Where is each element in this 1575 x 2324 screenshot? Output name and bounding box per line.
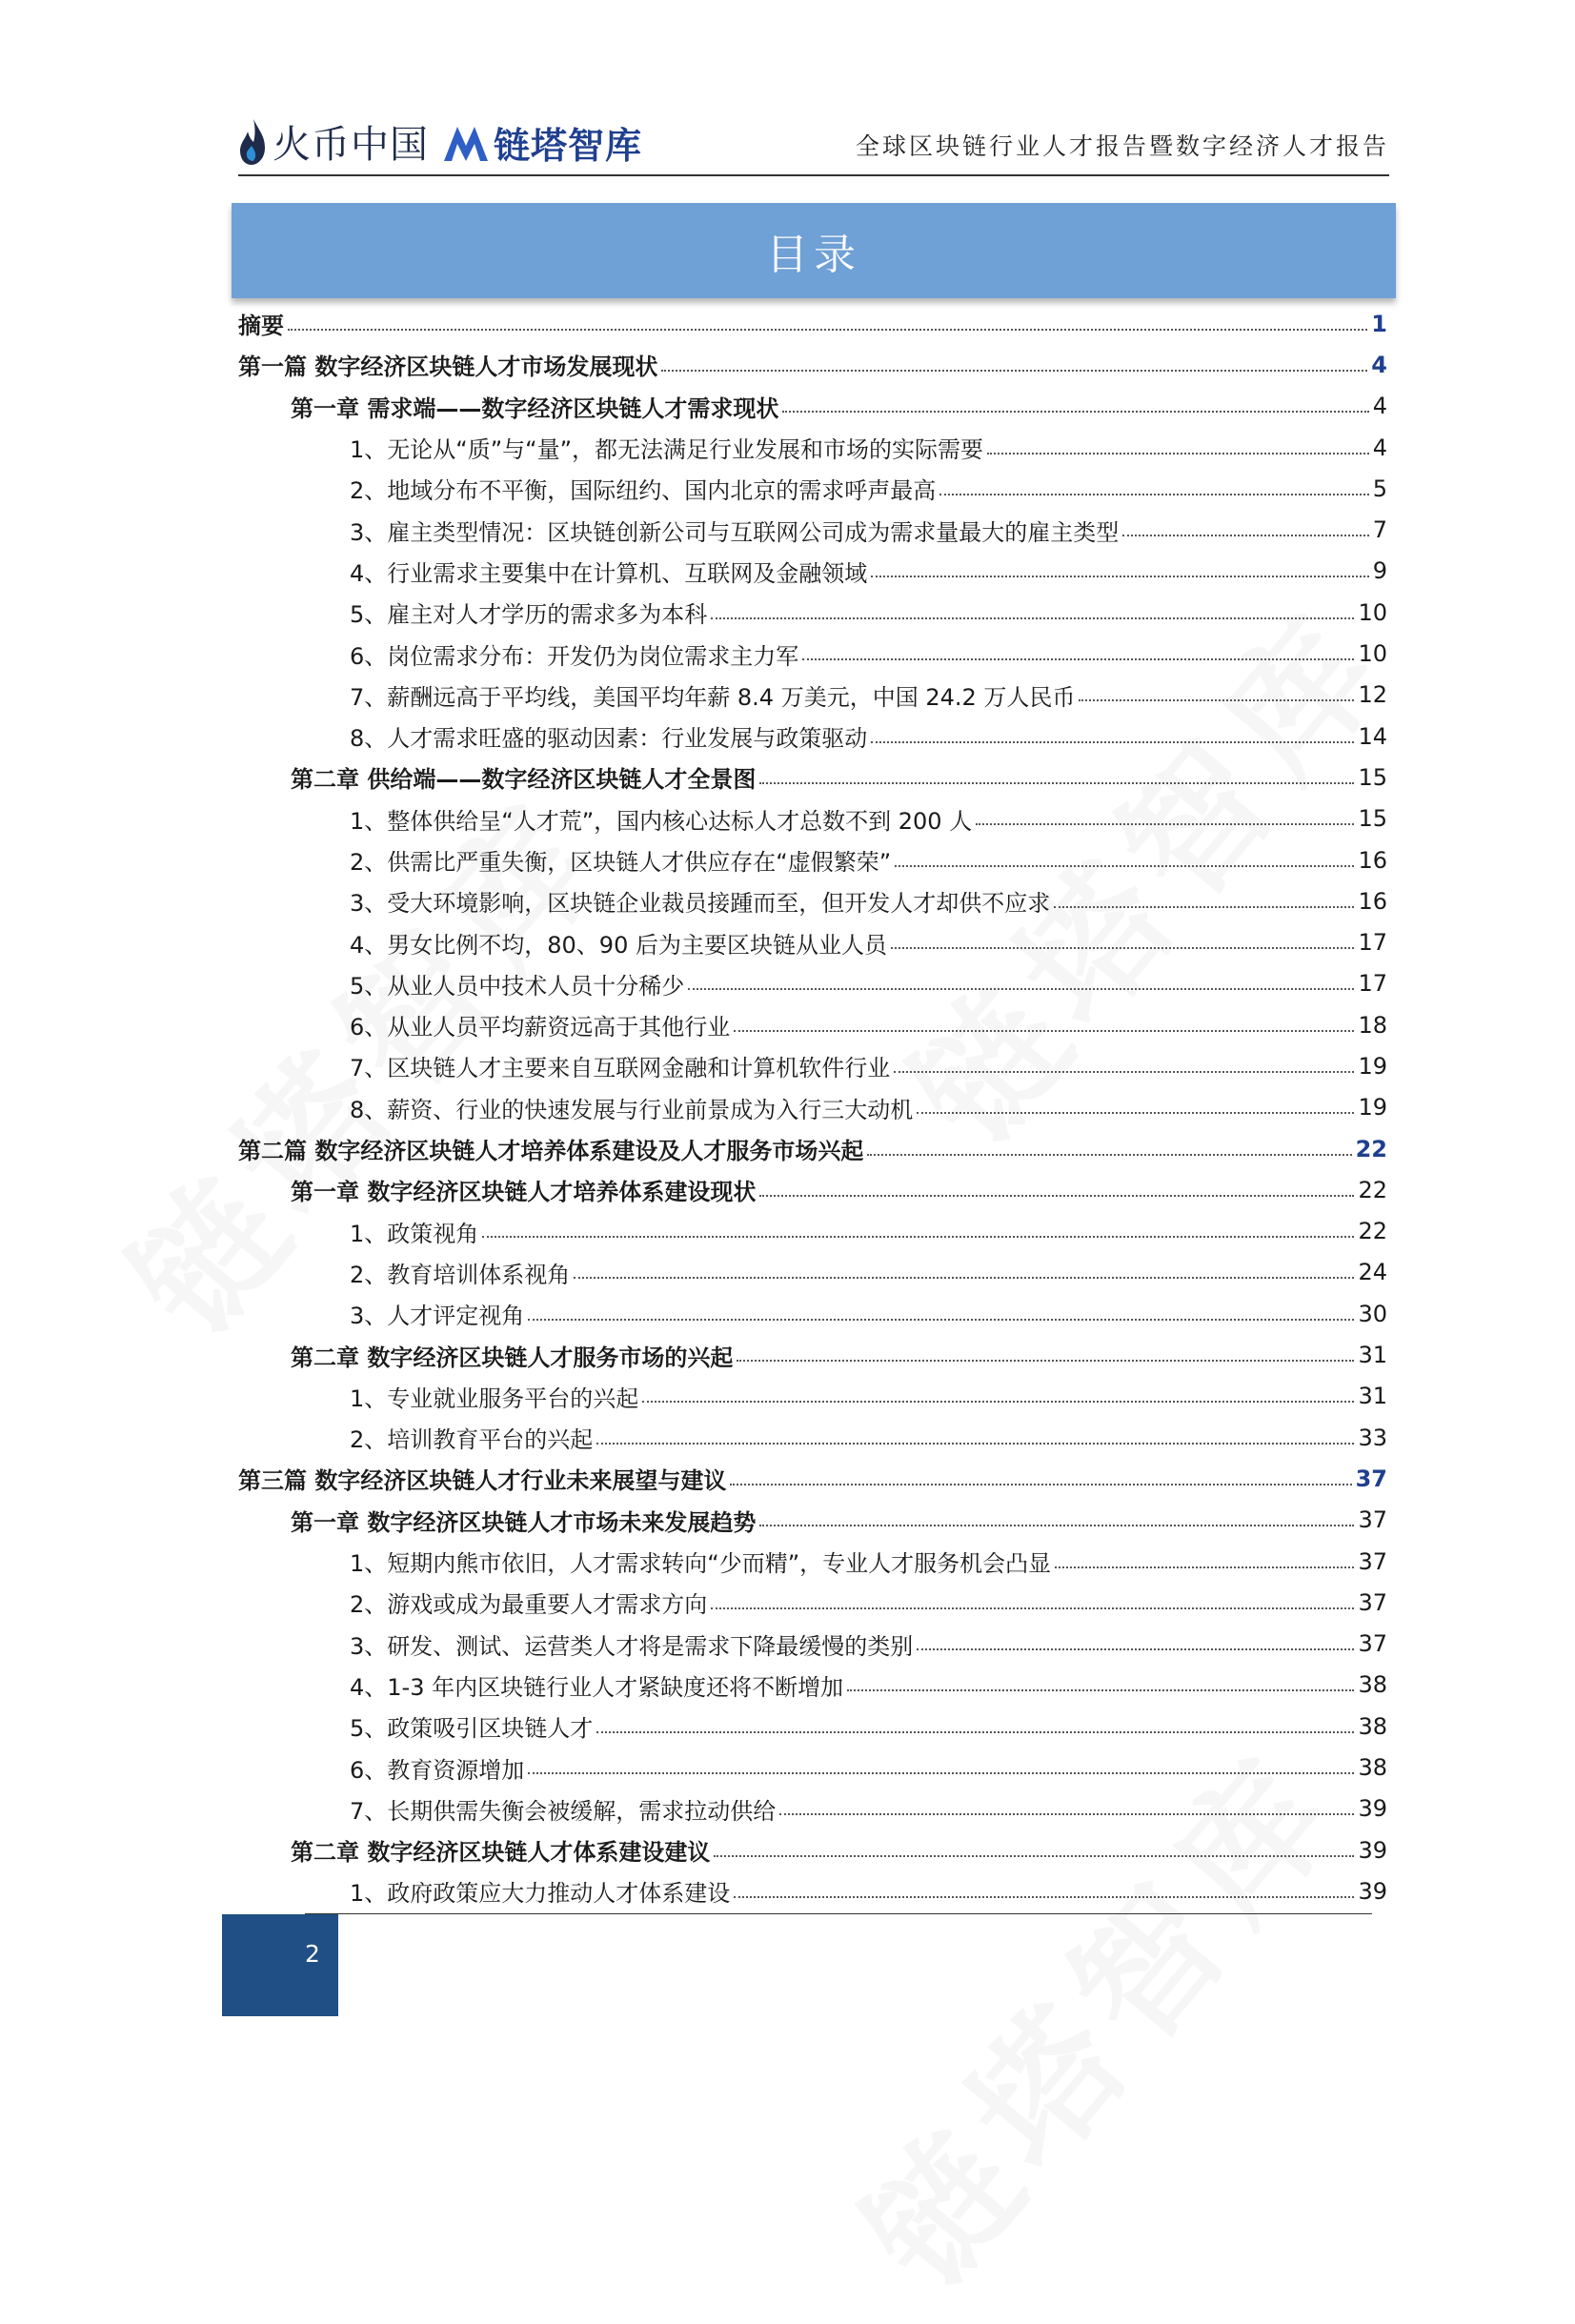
toc-entry-title: 5、雇主对人才学历的需求多为本科 bbox=[350, 601, 708, 629]
huobi-china-logo bbox=[238, 114, 429, 169]
toc-entry-page: 22 bbox=[1358, 1218, 1387, 1245]
toc-leader-dots bbox=[891, 947, 1354, 949]
toc-entry[interactable] bbox=[238, 1870, 1387, 1911]
toc-entry-title: 第三篇 数字经济区块链人才行业未来展望与建议 bbox=[238, 1467, 727, 1495]
footer-divider bbox=[305, 1913, 1372, 1914]
toc-leader-dots bbox=[1055, 1566, 1354, 1568]
toc-leader-dots bbox=[734, 1030, 1354, 1032]
toc-entry-page: 30 bbox=[1358, 1300, 1387, 1327]
toc-leader-dots bbox=[734, 1896, 1354, 1898]
toc-entry-page: 9 bbox=[1372, 557, 1387, 585]
toc-entry-page: 33 bbox=[1358, 1424, 1387, 1451]
toc-entry-page: 22 bbox=[1358, 1176, 1387, 1203]
toc-title-banner bbox=[232, 203, 1396, 298]
toc-entry-page: 39 bbox=[1358, 1795, 1387, 1823]
toc-entry-title: 第二篇 数字经济区块链人才培养体系建设及人才服务市场兴起 bbox=[238, 1138, 864, 1165]
lt-mark-icon bbox=[442, 123, 490, 163]
toc-entry-page: 38 bbox=[1358, 1754, 1387, 1782]
header-divider bbox=[238, 174, 1389, 176]
toc-entry-title: 7、区块链人才主要来自互联网金融和计算机软件行业 bbox=[350, 1055, 891, 1082]
toc-leader-dots bbox=[714, 1855, 1354, 1857]
toc-entry-title: 6、岗位需求分布：开发仍为岗位需求主力军 bbox=[350, 642, 799, 670]
toc-entry-page: 7 bbox=[1372, 516, 1387, 544]
toc-entry-page: 38 bbox=[1358, 1712, 1387, 1740]
toc-leader-dots bbox=[596, 1731, 1354, 1733]
toc-entry-title: 第二章 数字经济区块链人才体系建设建议 bbox=[291, 1839, 711, 1867]
toc-entry-page: 37 bbox=[1358, 1506, 1387, 1534]
toc-entry-title: 8、人才需求旺盛的驱动因素：行业发展与政策驱动 bbox=[350, 725, 868, 753]
toc-entry-title: 第一篇 数字经济区块链人才市场发展现状 bbox=[238, 354, 658, 381]
toc-entry-page: 19 bbox=[1358, 1094, 1387, 1122]
toc-leader-dots bbox=[596, 1443, 1354, 1445]
toc-entry[interactable] bbox=[238, 1211, 1387, 1252]
toc-entry[interactable] bbox=[238, 386, 1387, 427]
toc-entry[interactable] bbox=[238, 1665, 1387, 1706]
toc-entry-title: 1、整体供给呈“人才荒”，国内核心达标人才总数不到 200 人 bbox=[350, 807, 973, 835]
toc-entry-title: 1、政府政策应大力推动人才体系建设 bbox=[350, 1880, 731, 1908]
toc-leader-dots bbox=[759, 1195, 1354, 1197]
toc-entry-title: 4、行业需求主要集中在计算机、互联网及金融领域 bbox=[350, 559, 868, 587]
toc-entry[interactable] bbox=[238, 551, 1387, 592]
toc-entry-page: 4 bbox=[1371, 351, 1387, 378]
toc-entry[interactable] bbox=[238, 592, 1387, 633]
toc-entry[interactable] bbox=[238, 468, 1387, 509]
toc-entry[interactable] bbox=[238, 1706, 1387, 1747]
toc-entry-page: 39 bbox=[1358, 1877, 1387, 1905]
toc-entry-page: 12 bbox=[1358, 681, 1387, 709]
toc-entry-page: 31 bbox=[1358, 1342, 1387, 1369]
toc-entry[interactable] bbox=[238, 1747, 1387, 1788]
toc-entry-title: 2、游戏或成为最重要人才需求方向 bbox=[350, 1591, 708, 1619]
toc-leader-dots bbox=[711, 1607, 1354, 1609]
toc-entry-title: 1、短期内熊市依旧，人才需求转向“少而精”，专业人才服务机会凸显 bbox=[350, 1550, 1052, 1578]
toc-entry[interactable] bbox=[238, 303, 1387, 344]
toc-entry[interactable] bbox=[238, 1293, 1387, 1334]
toc-entry-page: 14 bbox=[1358, 722, 1387, 750]
toc-leader-dots bbox=[871, 576, 1368, 577]
toc-entry[interactable] bbox=[238, 509, 1387, 550]
toc-entry-page: 5 bbox=[1372, 475, 1387, 502]
toc-entry-title: 摘要 bbox=[238, 313, 284, 340]
toc-entry[interactable] bbox=[238, 1624, 1387, 1665]
toc-entry-page: 16 bbox=[1358, 887, 1387, 915]
toc-entry-title: 第二章 供给端——数字经济区块链人才全景图 bbox=[291, 766, 757, 794]
toc-entry-title: 第一章 需求端——数字经济区块链人才需求现状 bbox=[291, 394, 779, 422]
toc-entry[interactable] bbox=[238, 1500, 1387, 1541]
toc-leader-dots bbox=[871, 741, 1354, 743]
toc-entry-title: 1、专业就业服务平台的兴起 bbox=[350, 1384, 639, 1412]
toc-leader-dots bbox=[894, 1071, 1354, 1073]
toc-entry-page: 10 bbox=[1358, 640, 1387, 668]
toc-leader-dots bbox=[642, 1401, 1354, 1403]
page-number-box bbox=[222, 1914, 338, 2016]
toc-entry[interactable] bbox=[238, 1334, 1387, 1375]
toc-entry[interactable] bbox=[238, 798, 1387, 839]
toc-entry[interactable] bbox=[238, 1458, 1387, 1499]
toc-entry-page: 1 bbox=[1371, 310, 1387, 337]
toc-entry-page: 4 bbox=[1372, 434, 1387, 461]
toc-entry-title: 1、无论从“质”与“量”，都无法满足行业发展和市场的实际需要 bbox=[350, 436, 984, 464]
toc-leader-dots bbox=[1122, 535, 1368, 536]
toc-title: 目录 bbox=[766, 231, 861, 279]
toc-leader-dots bbox=[917, 1648, 1354, 1650]
toc-entry[interactable] bbox=[238, 1829, 1387, 1870]
toc-entry-title: 7、长期供需失衡会被缓解，需求拉动供给 bbox=[350, 1797, 777, 1825]
toc-leader-dots bbox=[976, 823, 1354, 825]
toc-entry-title: 2、培训教育平台的兴起 bbox=[350, 1426, 594, 1454]
toc-leader-dots bbox=[917, 1112, 1354, 1114]
toc-entry-title: 第一章 数字经济区块链人才培养体系建设现状 bbox=[291, 1179, 757, 1206]
lt-logo-text: 链塔智库 bbox=[494, 125, 643, 167]
toc-entry[interactable] bbox=[238, 675, 1387, 716]
toc-entry-page: 16 bbox=[1358, 846, 1387, 874]
toc-entry-title: 8、薪资、行业的快速发展与行业前景成为入行三大动机 bbox=[350, 1096, 914, 1123]
toc-leader-dots bbox=[802, 658, 1354, 660]
toc-entry-title: 3、受大环境影响，区块链企业裁员接踵而至，但开发人才却供不应求 bbox=[350, 890, 1051, 918]
toc-entry-page: 19 bbox=[1358, 1052, 1387, 1080]
page-header bbox=[238, 112, 1389, 175]
huobi-logo-text: 火币中国 bbox=[273, 123, 429, 167]
toc-entry-page: 37 bbox=[1358, 1547, 1387, 1575]
toc-entry-title: 7、薪酬远高于平均线，美国平均年薪 8.4 万美元，中国 24.2 万人民币 bbox=[350, 683, 1076, 711]
toc-leader-dots bbox=[779, 1813, 1354, 1815]
toc-entry-page: 15 bbox=[1358, 805, 1387, 833]
toc-entry-page: 17 bbox=[1358, 929, 1387, 957]
toc-entry[interactable] bbox=[238, 633, 1387, 674]
toc-entry[interactable] bbox=[238, 880, 1387, 921]
toc-entry[interactable] bbox=[238, 1004, 1387, 1045]
toc-leader-dots bbox=[730, 1484, 1351, 1485]
toc-leader-dots bbox=[939, 494, 1368, 495]
liantazhiku-logo bbox=[442, 116, 642, 169]
page-number: 2 bbox=[305, 1940, 320, 1968]
toc-leader-dots bbox=[759, 782, 1354, 784]
toc-entry-title: 2、地域分布不平衡，国际纽约、国内北京的需求呼声最高 bbox=[350, 477, 937, 505]
toc-entry[interactable] bbox=[238, 427, 1387, 468]
toc-entry[interactable] bbox=[238, 1541, 1387, 1582]
toc-leader-dots bbox=[528, 1772, 1354, 1774]
toc-entry[interactable] bbox=[238, 716, 1387, 757]
toc-leader-dots bbox=[688, 988, 1354, 990]
toc-entry[interactable] bbox=[238, 1128, 1387, 1169]
toc-entry-title: 4、1-3 年内区块链行业人才紧缺度还将不断增加 bbox=[350, 1673, 844, 1701]
toc-entry-page: 37 bbox=[1355, 1465, 1387, 1492]
toc-entry[interactable] bbox=[238, 1169, 1387, 1210]
toc-entry[interactable] bbox=[238, 921, 1387, 962]
toc-entry[interactable] bbox=[238, 1045, 1387, 1086]
toc-entry-page: 39 bbox=[1358, 1836, 1387, 1864]
toc-entry[interactable] bbox=[238, 344, 1387, 385]
toc-leader-dots bbox=[528, 1319, 1354, 1321]
toc-entry[interactable] bbox=[238, 1252, 1387, 1293]
toc-entry-page: 37 bbox=[1358, 1588, 1387, 1616]
toc-entry-title: 3、研发、测试、运营类人才将是需求下降最缓慢的类别 bbox=[350, 1632, 914, 1660]
toc-leader-dots bbox=[711, 617, 1354, 619]
toc-entry[interactable] bbox=[238, 1376, 1387, 1417]
toc-entry-page: 38 bbox=[1358, 1671, 1387, 1699]
toc-entry[interactable] bbox=[238, 839, 1387, 880]
toc-entry[interactable] bbox=[238, 1788, 1387, 1829]
toc-entry-page: 31 bbox=[1358, 1383, 1387, 1410]
toc-entry-title: 5、从业人员中技术人员十分稀少 bbox=[350, 972, 685, 1000]
toc-entry-title: 第二章 数字经济区块链人才服务市场的兴起 bbox=[291, 1344, 734, 1371]
toc-entry-title: 2、教育培训体系视角 bbox=[350, 1261, 571, 1288]
toc-entry-title: 第一章 数字经济区块链人才市场未来发展趋势 bbox=[291, 1508, 757, 1536]
toc-entry-page: 10 bbox=[1358, 598, 1387, 626]
toc-entry-title: 4、男女比例不均，80、90 后为主要区块链从业人员 bbox=[350, 931, 887, 959]
toc-leader-dots bbox=[867, 1154, 1351, 1156]
toc-entry-page: 37 bbox=[1358, 1630, 1387, 1658]
toc-leader-dots bbox=[782, 411, 1368, 413]
toc-entry-title: 2、供需比严重失衡，区块链人才供应存在“虚假繁荣” bbox=[350, 849, 892, 876]
toc-entry-page: 24 bbox=[1358, 1259, 1387, 1286]
toc-leader-dots bbox=[288, 329, 1367, 331]
toc-leader-dots bbox=[987, 453, 1369, 455]
toc-leader-dots bbox=[574, 1277, 1354, 1279]
report-title: 全球区块链行业人才报告暨数字经济人才报告 bbox=[855, 132, 1389, 160]
toc-entry-title: 1、政策视角 bbox=[350, 1220, 479, 1247]
toc-entry-title: 3、人才评定视角 bbox=[350, 1303, 525, 1330]
toc-leader-dots bbox=[1054, 906, 1354, 908]
toc-leader-dots bbox=[661, 370, 1367, 372]
toc-leader-dots bbox=[737, 1360, 1354, 1362]
toc-entry[interactable] bbox=[238, 1582, 1387, 1623]
toc-entry-title: 6、从业人员平均薪资远高于其他行业 bbox=[350, 1014, 731, 1041]
toc-leader-dots bbox=[1079, 699, 1354, 701]
toc-entry[interactable] bbox=[238, 757, 1387, 798]
toc-leader-dots bbox=[895, 865, 1354, 867]
toc-entry-page: 22 bbox=[1355, 1135, 1387, 1162]
toc-entry-page: 4 bbox=[1372, 393, 1387, 420]
toc-leader-dots bbox=[759, 1525, 1354, 1526]
flame-icon bbox=[238, 117, 267, 167]
toc-entry[interactable] bbox=[238, 1417, 1387, 1458]
toc-entry-title: 5、政策吸引区块链人才 bbox=[350, 1715, 594, 1743]
toc-entry[interactable] bbox=[238, 1087, 1387, 1128]
toc-entry-title: 3、雇主类型情况：区块链创新公司与互联网公司成为需求量最大的雇主类型 bbox=[350, 518, 1120, 546]
toc-leader-dots bbox=[482, 1236, 1354, 1238]
toc-entry-page: 17 bbox=[1358, 970, 1387, 998]
toc-entry[interactable] bbox=[238, 963, 1387, 1004]
toc-leader-dots bbox=[847, 1689, 1354, 1691]
toc-entry-page: 18 bbox=[1358, 1011, 1387, 1039]
toc-entry-title: 6、教育资源增加 bbox=[350, 1756, 525, 1784]
table-of-contents bbox=[238, 303, 1387, 1912]
toc-entry-page: 15 bbox=[1358, 763, 1387, 791]
